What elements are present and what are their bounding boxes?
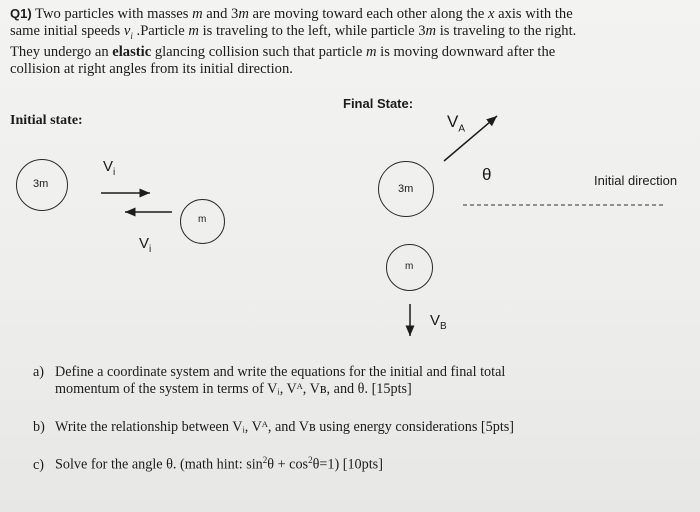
initial-state-title: Initial state: [10, 113, 83, 128]
part-b-tag: b) [33, 419, 45, 435]
question-line-4: collision at right angles from its initial direction. [10, 60, 293, 77]
final-va-label: $V_A$ [447, 112, 466, 135]
part-a-line2: momentum of the system in terms of Vᵢ, Vᴬ, Vʙ, and θ. [15pts] [55, 380, 412, 397]
part-b-line: Write the relationship between Vᵢ, Vᴬ, and Vʙ using energy considerations [5pts] [55, 419, 515, 435]
part-a [33, 364, 673, 397]
question-line-1: Q1) Two particles with masses m and 3m are moving toward each other along the x axis with the [10, 6, 573, 22]
part-a-tag: a) [33, 364, 45, 380]
final-3m-label: 3m [398, 183, 414, 195]
final-state-title: Final State: [343, 96, 414, 111]
part-c-tag: c) [33, 456, 45, 473]
part-b [33, 419, 673, 436]
initial-vi-bottom: $V_i$ [139, 235, 152, 255]
theta-label: θ [482, 165, 492, 184]
final-m-label: m [405, 261, 414, 272]
part-a-line1: Define a coordinate system and write the equations for the initial and final total [55, 364, 506, 380]
final-vb-label: $V_B$ [430, 312, 447, 332]
initial-direction-label: Initial direction [594, 173, 678, 188]
question-line-2: same initial speeds $v_i$ .Particle m is traveling to the left, while particle 3m is traveling to the right. [10, 22, 577, 41]
initial-vi-top: $V_i$ [103, 158, 116, 178]
initial-m-label: m [198, 214, 207, 225]
question-line-3: They undergo an elastic glancing collision such that particle m is moving downward after the [10, 44, 556, 61]
va-arrow [444, 116, 497, 161]
initial-3m-label: 3m [33, 178, 49, 190]
question-label: Q1) [10, 6, 32, 21]
part-c: c) Solve for the angle θ. (math hint: $\sin^2\theta + \cos^2\theta=1$) [10pts] [33, 455, 383, 473]
